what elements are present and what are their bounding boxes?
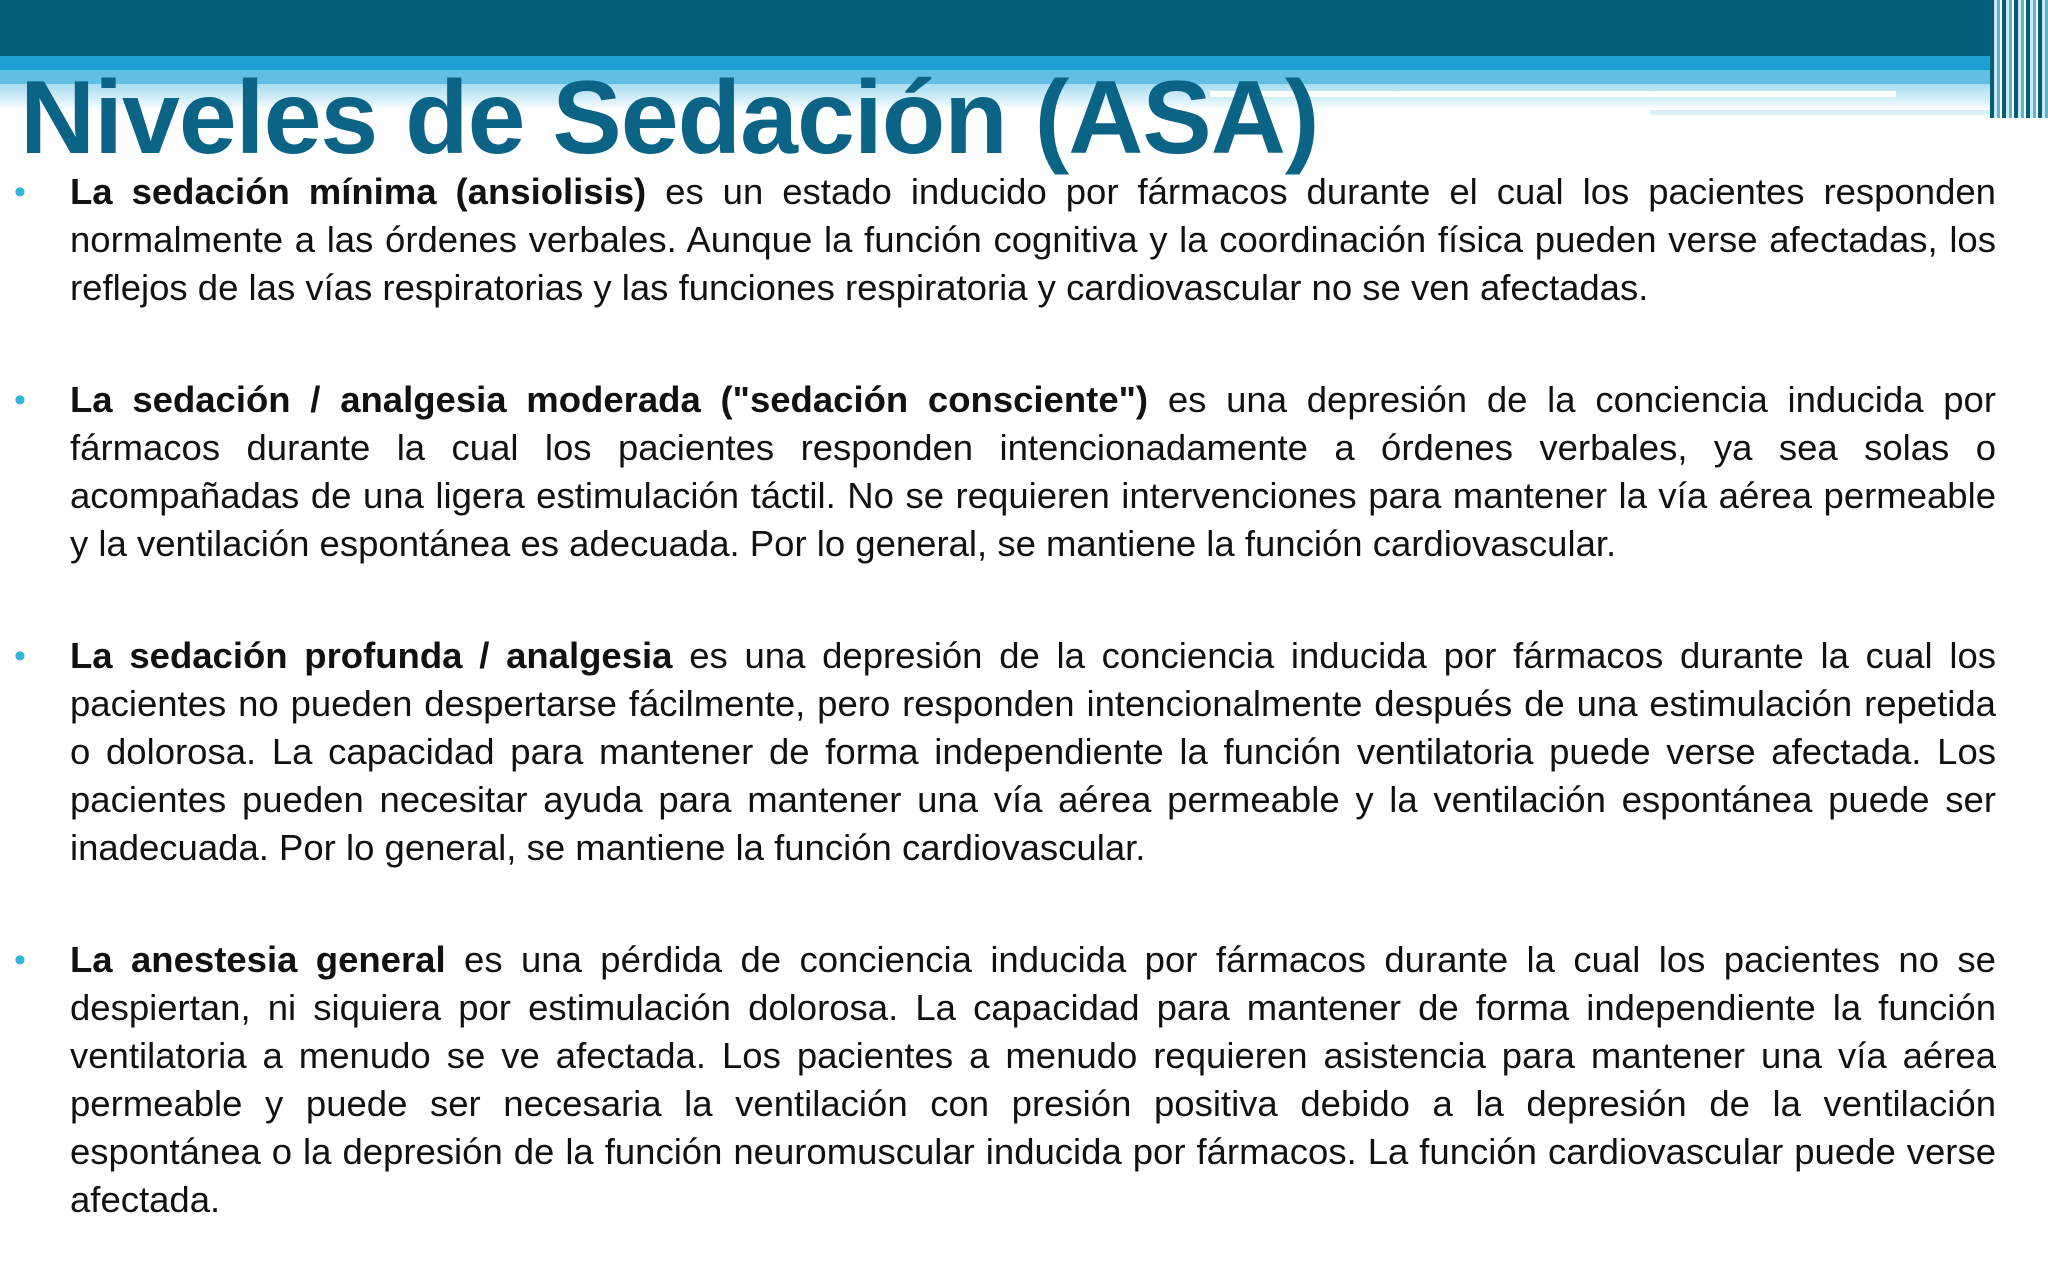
- bullet-list: [14, 168, 1996, 1224]
- list-item: [14, 632, 1996, 872]
- item-text: es una depresión de la conciencia inducida por fármacos durante la cual los pacientes no pueden despertarse fácilmente, pero responden intencionalmente después de una estimulación repetida o dolorosa. La capacidad para mantener de forma independiente la función ventilatoria puede verse afectada. Los pacientes pueden necesitar ayuda para mantener una vía aérea permeable y la ventilación espontánea puede ser inadecuada. Por lo general, se mantiene la función cardiovascular.: [70, 635, 1996, 868]
- item-lead: La sedación mínima (ansiolisis): [70, 171, 647, 212]
- header-vertical-stripes: [1990, 0, 2048, 118]
- slide-title: Niveles de Sedación (ASA): [20, 60, 1319, 176]
- item-text: es una pérdida de conciencia inducida por fármacos durante la cual los pacientes no se despiertan, ni siquiera por estimulación dolorosa. La capacidad para mantener de forma independiente la función ventilatoria a menudo se ve afectada. Los pacientes a menudo requieren asistencia para mantener una vía aérea permeable y puede ser necesaria la ventilación con presión positiva debido a la depresión de la ventilación espontánea o la depresión de la función neuromuscular inducida por fármacos. La función cardiovascular puede verse afectada.: [70, 939, 1996, 1220]
- bullet-icon: •: [14, 173, 26, 211]
- list-item: [14, 168, 1996, 312]
- item-lead: La sedación / analgesia moderada ("sedación consciente"): [70, 379, 1149, 420]
- bullet-icon: •: [14, 637, 26, 675]
- list-item: [14, 936, 1996, 1224]
- item-text: es un estado inducido por fármacos durante el cual los pacientes responden normalmente a las órdenes verbales. Aunque la función cognitiva y la coordinación física pueden verse afectadas, los reflejos de las vías respiratorias y las funciones respiratoria y cardiovascular no se ven afectadas.: [70, 171, 1996, 308]
- item-lead: La anestesia general: [70, 939, 446, 980]
- item-text: es una depresión de la conciencia inducida por fármacos durante la cual los pacientes responden intencionadamente a órdenes verbales, ya sea solas o acompañadas de una ligera estimulación táctil. No se requieren intervenciones para mantener la vía aérea permeable y la ventilación espontánea es adecuada. Por lo general, se mantiene la función cardiovascular.: [70, 379, 1996, 564]
- header-highlight-stripe: [1650, 110, 1990, 115]
- bullet-icon: •: [14, 941, 26, 979]
- list-item: [14, 376, 1996, 568]
- bullet-icon: •: [14, 381, 26, 419]
- header-band-dark: [0, 0, 2048, 56]
- item-lead: La sedación profunda / analgesia: [70, 635, 673, 676]
